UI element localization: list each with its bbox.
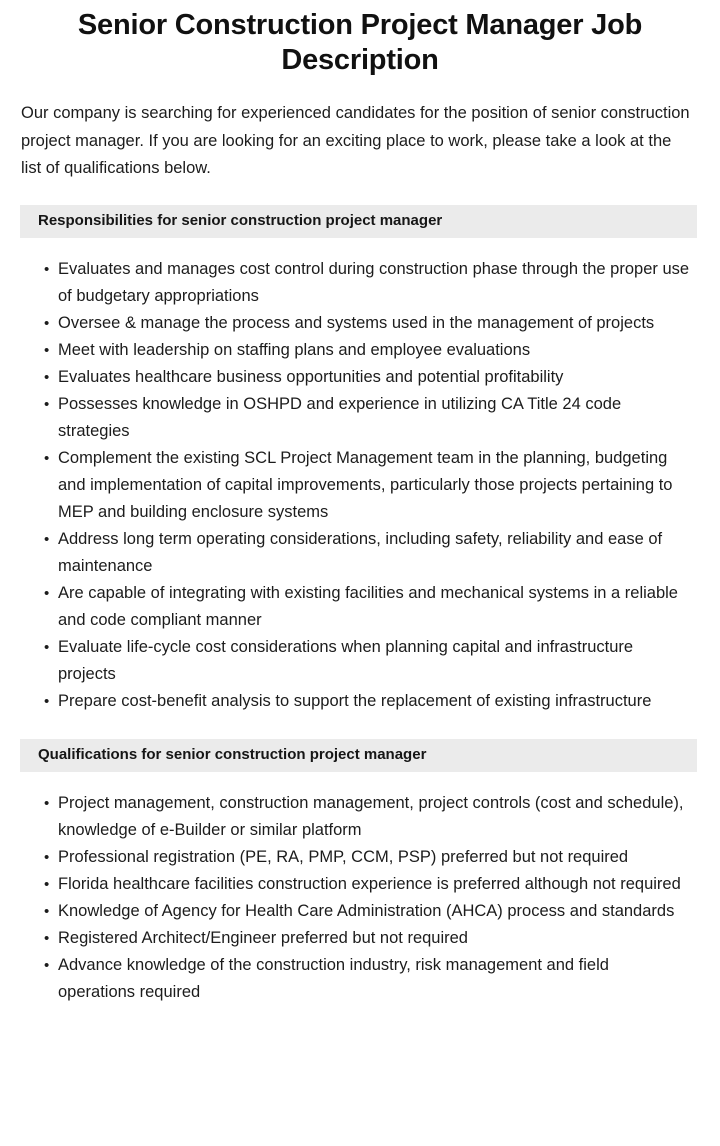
- list-item: • Registered Architect/Engineer preferred but not required: [44, 925, 690, 952]
- qualifications-section-header: [20, 739, 697, 772]
- responsibilities-section-header: [20, 205, 697, 238]
- list-item: • Are capable of integrating with existing facilities and mechanical systems in a reliable and code compliant manner: [44, 580, 690, 634]
- qualifications-heading-label: Qualifications for senior construction project manager: [38, 746, 427, 763]
- list-item: • Possesses knowledge in OSHPD and experience in utilizing CA Title 24 code strategies: [44, 391, 690, 445]
- intro-paragraph: Our company is searching for experienced candidates for the position of senior construction project manager. If you are looking for an exciting place to work, please take a look at the list of qualifications below.: [21, 104, 690, 177]
- qualifications-section: [0, 739, 720, 1006]
- list-item: • Prepare cost-benefit analysis to support the replacement of existing infrastructure: [44, 688, 690, 715]
- list-item: • Evaluate life-cycle cost considerations when planning capital and infrastructure projects: [44, 634, 690, 688]
- list-item: • Project management, construction management, project controls (cost and schedule), knowledge of e-Builder or similar platform: [44, 790, 690, 844]
- list-item: • Complement the existing SCL Project Management team in the planning, budgeting and implementation of capital improvements, particularly those projects pertaining to MEP and building enclosure systems: [44, 445, 690, 526]
- list-item: • Florida healthcare facilities construction experience is preferred although not required: [44, 871, 690, 898]
- responsibilities-list: [0, 238, 720, 715]
- responsibilities-heading-label: Responsibilities for senior construction project manager: [38, 212, 443, 229]
- list-item: • Knowledge of Agency for Health Care Administration (AHCA) process and standards: [44, 898, 690, 925]
- qualifications-list: [0, 772, 720, 1006]
- list-item: • Address long term operating considerations, including safety, reliability and ease of maintenance: [44, 526, 690, 580]
- list-item: • Evaluates healthcare business opportunities and potential profitability: [44, 364, 690, 391]
- list-item: • Evaluates and manages cost control during construction phase through the proper use of budgetary appropriations: [44, 256, 690, 310]
- page-title: Senior Construction Project Manager Job Description: [77, 9, 643, 76]
- list-item: • Professional registration (PE, RA, PMP, CCM, PSP) preferred but not required: [44, 844, 690, 871]
- list-item: • Oversee & manage the process and systems used in the management of projects: [44, 310, 690, 337]
- list-item: • Advance knowledge of the construction industry, risk management and field operations required: [44, 952, 690, 1006]
- responsibilities-section: [0, 205, 720, 715]
- list-item: • Meet with leadership on staffing plans and employee evaluations: [44, 337, 690, 364]
